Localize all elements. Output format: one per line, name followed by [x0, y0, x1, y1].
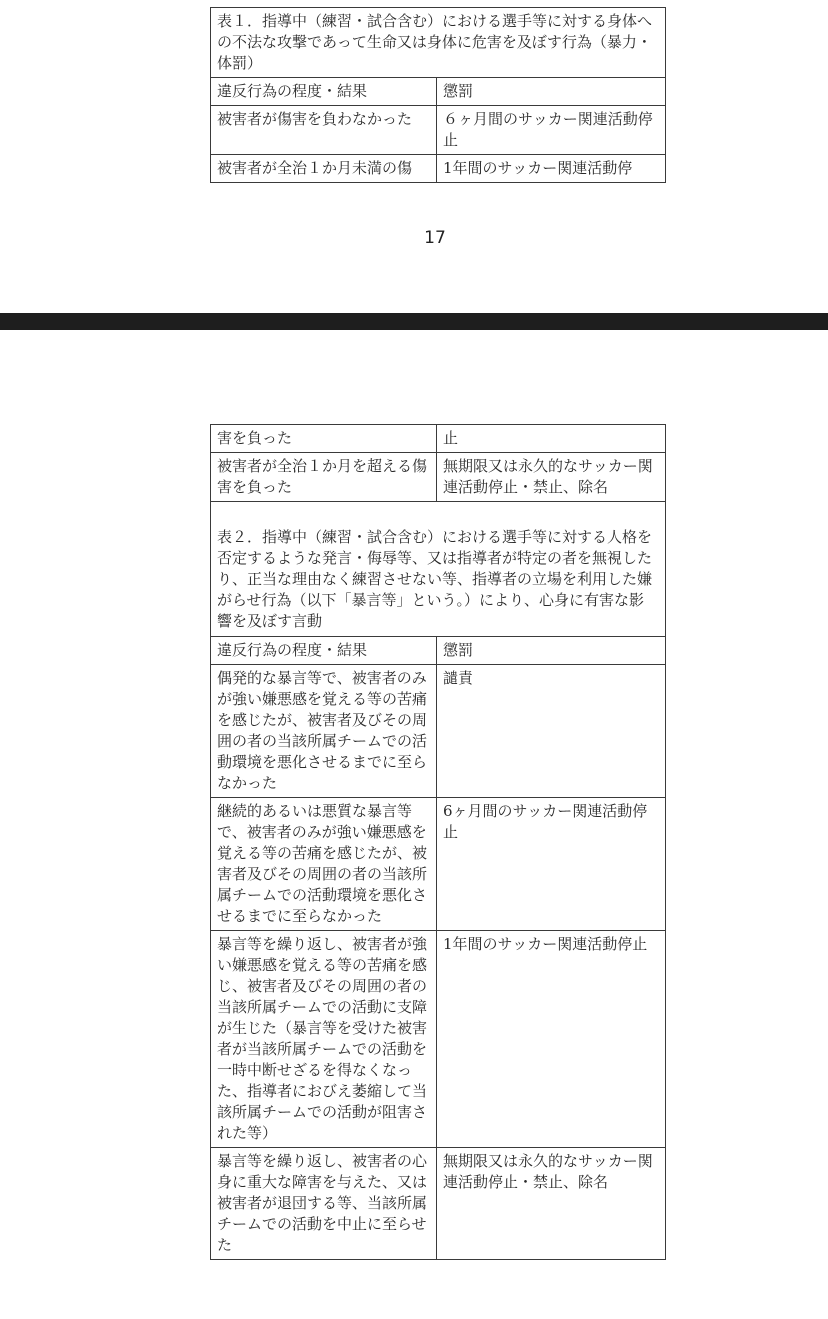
- penalty-cell: 無期限又は永久的なサッカー関連活動停止・禁止、除名: [437, 453, 666, 502]
- table-row: [211, 931, 666, 1148]
- penalty-table-continued: [210, 424, 666, 1260]
- table-header-row: [211, 637, 666, 665]
- violation-cell: 偶発的な暴言等で、被害者のみが強い嫌悪感を覚える等の苦痛を感じたが、被害者及びその周囲の者の当該所属チームでの活動環境を悪化させるまでに至らなかった: [211, 665, 437, 798]
- table-row: [211, 453, 666, 502]
- violation-cell: 被害者が全治１か月を超える傷害を負った: [211, 453, 437, 502]
- header-penalty: 懲罰: [437, 637, 666, 665]
- penalty-cell: 1年間のサッカー関連活動停: [437, 155, 666, 183]
- table-header-row: [211, 78, 666, 106]
- table-row: [211, 425, 666, 453]
- penalty-cell: ６ヶ月間のサッカー関連活動停止: [437, 106, 666, 155]
- table-2-title: 表２．指導中（練習・試合含む）における選手等に対する人格を否定するような発言・侮辱等、又は指導者が特定の者を無視したり、正当な理由なく練習させない等、指導者の立場を利用した嫌がらせ行為（以下「暴言等」という。）により、心身に有害な影響を及ぼす言動: [211, 502, 666, 637]
- violation-cell: 継続的あるいは悪質な暴言等で、被害者のみが強い嫌悪感を覚える等の苦痛を感じたが、被害者及びその周囲の者の当該所属チームでの活動環境を悪化させるまでに至らなかった: [211, 798, 437, 931]
- penalty-cell: 1年間のサッカー関連活動停止: [437, 931, 666, 1148]
- violation-cell: 被害者が傷害を負わなかった: [211, 106, 437, 155]
- page-number: 17: [424, 228, 446, 248]
- table-title-row: [211, 8, 666, 78]
- header-violation: 違反行為の程度・結果: [211, 637, 437, 665]
- table-title-row: [211, 502, 666, 637]
- penalty-cell: 6ヶ月間のサッカー関連活動停止: [437, 798, 666, 931]
- header-penalty: 懲罰: [437, 78, 666, 106]
- page-divider: [0, 313, 828, 330]
- violation-cell: 暴言等を繰り返し、被害者が強い嫌悪感を覚える等の苦痛を感じ、被害者及びその周囲の者の当該所属チームでの活動に支障が生じた（暴言等を受けた被害者が当該所属チームでの活動を一時中断せざるを得なくなった、指導者におびえ萎縮して当該所属チームでの活動が阻害された等）: [211, 931, 437, 1148]
- penalty-table-1-top: [210, 7, 666, 183]
- table-row: [211, 665, 666, 798]
- violation-cell: 暴言等を繰り返し、被害者の心身に重大な障害を与えた、又は被害者が退団する等、当該所属チームでの活動を中止に至らせた: [211, 1148, 437, 1260]
- penalty-cell: 無期限又は永久的なサッカー関連活動停止・禁止、除名: [437, 1148, 666, 1260]
- penalty-cell: 譴責: [437, 665, 666, 798]
- penalty-cell: 止: [437, 425, 666, 453]
- violation-cell: 被害者が全治１か月未満の傷: [211, 155, 437, 183]
- header-violation: 違反行為の程度・結果: [211, 78, 437, 106]
- table-1-title: 表１．指導中（練習・試合含む）における選手等に対する身体への不法な攻撃であって生命又は身体に危害を及ぼす行為（暴力・体罰）: [211, 8, 666, 78]
- table-row: [211, 155, 666, 183]
- table-row: [211, 106, 666, 155]
- violation-cell: 害を負った: [211, 425, 437, 453]
- table-row: [211, 798, 666, 931]
- table-row: [211, 1148, 666, 1260]
